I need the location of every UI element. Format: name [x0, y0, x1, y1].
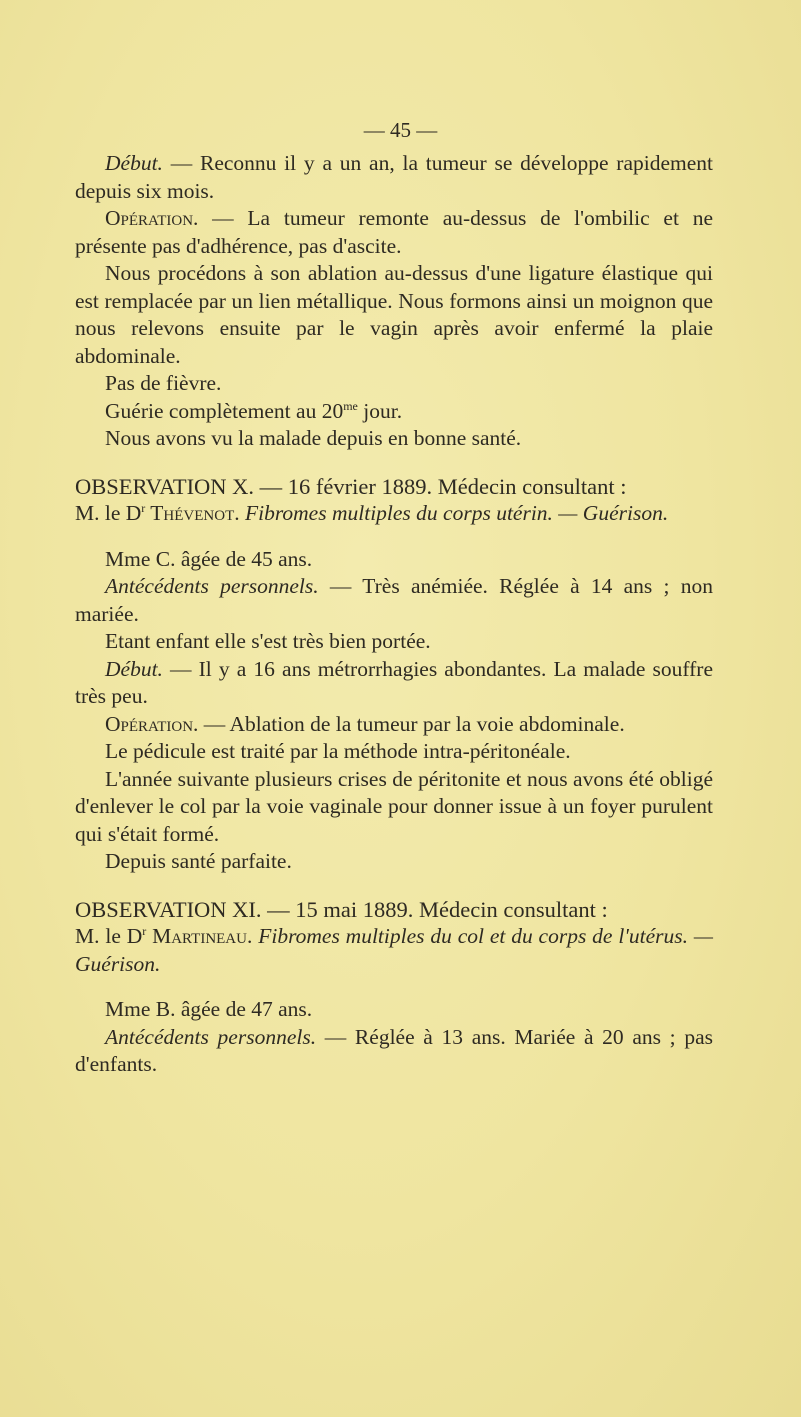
paragraph-text: jour.: [357, 398, 403, 423]
paragraph: Mme C. âgée de 45 ans.: [105, 546, 313, 571]
paragraph-text: — Réglée à 13 ans. Mariée à 20 ans ; pas d'enfants.: [75, 1024, 713, 1076]
superscript: me: [343, 398, 358, 413]
paragraph-text: — Il y a 16 ans métrorrhagies abondantes. La malade souffre très peu.: [75, 656, 713, 708]
paragraph-text: — Reconnu il y a un an, la tumeur se développe rapidement depuis six mois.: [75, 151, 713, 203]
paragraph-lead: Antécédents personnels.: [105, 574, 319, 598]
observation-10-subject: [75, 500, 713, 528]
doctor-prefix: M. le D: [75, 501, 142, 525]
observation-10-heading: OBSERVATION X. — 16 février 1889. Médecin consultant :: [75, 473, 627, 499]
paragraph: Nous avons vu la malade depuis en bonne santé.: [105, 426, 522, 450]
body-text: [75, 150, 713, 1079]
paragraph-text: Guérie complètement au 20: [105, 398, 344, 423]
paragraph: [75, 656, 713, 711]
page-number: — 45 —: [363, 118, 438, 142]
doctor-name: Thévenot.: [145, 501, 240, 525]
paragraph: [75, 205, 713, 260]
paragraph-lead: Début.: [105, 656, 163, 681]
paragraph-lead: Antécédents personnels.: [105, 1024, 317, 1049]
paragraph-text: — La tumeur remonte au-dessus de l'ombilic et ne présente pas d'adhérence, pas d'ascite.: [75, 206, 713, 258]
paragraph: [75, 1024, 713, 1079]
observation-11-heading: OBSERVATION XI. — 15 mai 1889. Médecin consultant :: [75, 896, 608, 922]
paragraph: L'année suivante plusieurs crises de péritonite et nous avons été obligé d'enlever le col par la voie vaginale pour donner issue à un foyer purulent qui s'était formé.: [75, 766, 713, 846]
paragraph: [75, 398, 713, 426]
paragraph-lead: Début.: [105, 151, 163, 175]
superscript: r: [142, 923, 147, 938]
paragraph: Nous procédons à son ablation au-dessus d'une ligature élastique qui est remplacée par un lien métallique. Nous formons ainsi un moignon que nous relevons ensuite par le vagin après avoir enfermé la plaie abdominale.: [75, 261, 713, 368]
paragraph: Pas de fièvre.: [105, 371, 222, 395]
diagnosis: Fibromes multiples du corps utérin. — Guérison.: [239, 501, 669, 525]
paragraph: Depuis santé parfaite.: [105, 849, 292, 873]
superscript: r: [141, 500, 146, 515]
paragraph: [75, 573, 713, 628]
paragraph-text: — Très anémiée. Réglée à 14 ans ; non mariée.: [75, 574, 714, 626]
observation-11-subject: [75, 923, 713, 978]
paragraph-lead: Opération.: [105, 711, 199, 736]
diagnosis: Fibromes multiples du col et du corps de l'utérus. — Guérison.: [75, 924, 713, 976]
paragraph-text: — Ablation de la tumeur par la voie abdominale.: [198, 711, 625, 736]
paragraph-lead: Opération.: [105, 206, 199, 230]
paragraph: [75, 150, 713, 205]
paragraph: Etant enfant elle s'est très bien portée.: [105, 629, 431, 653]
doctor-prefix: M. le D: [75, 924, 143, 948]
paragraph: [75, 711, 713, 739]
paragraph: Le pédicule est traité par la méthode intra-péritonéale.: [105, 739, 571, 763]
doctor-name: Martineau.: [146, 924, 253, 948]
paragraph: Mme B. âgée de 47 ans.: [105, 997, 313, 1021]
